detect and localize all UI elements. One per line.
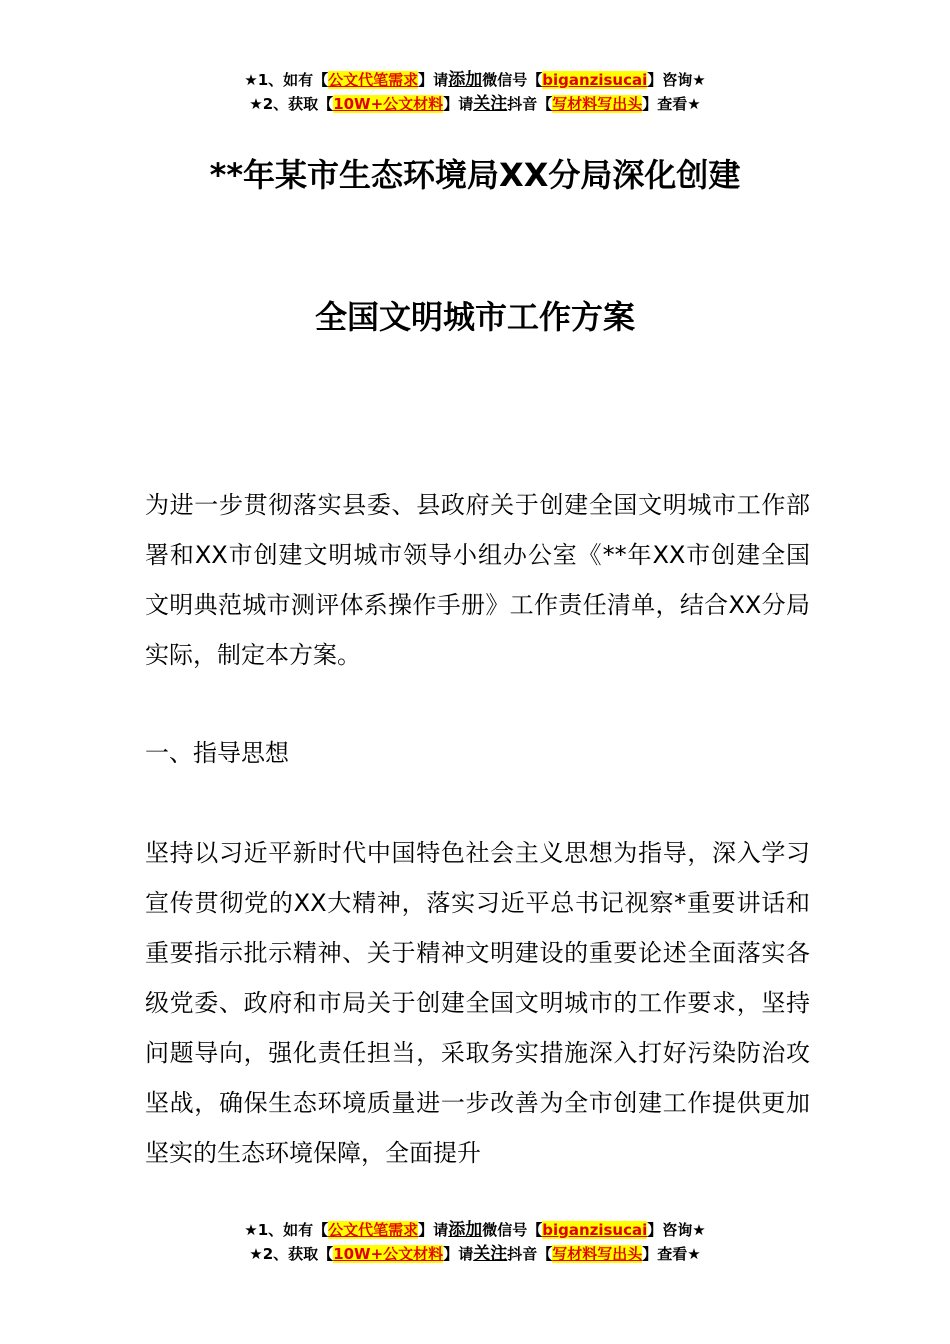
banner-text: 】请 (443, 95, 474, 113)
banner-text: 微信号【 (482, 1221, 543, 1239)
banner-highlight: 公文代笔需求 (328, 1221, 419, 1239)
title-line-1: **年某市生态环境局XX分局深化创建 (209, 156, 741, 194)
banner-highlight: biganzisucai (542, 1221, 648, 1239)
banner-text: ★1、如有【 (244, 1221, 329, 1239)
banner-text: 】请 (443, 1245, 474, 1263)
banner-highlight: 公文代笔需求 (328, 71, 419, 89)
banner-emphasis: 添加 (448, 1220, 483, 1240)
banner-line-2 (0, 92, 950, 116)
banner-highlight: 10W+公文材料 (333, 95, 444, 113)
section-paragraph: 坚持以习近平新时代中国特色社会主义思想为指导，深入学习宣传贯彻党的XX大精神，落实习近平总书记视察*重要讲话和重要指示批示精神、关于精神文明建设的重要论述全面落实各级党委、政府和市局关于创建全国文明城市的工作要求，坚持问题导向，强化责任担当，采取务实措施深入打好污染防治攻坚战，确保生态环境质量进一步改善为全市创建工作提供更加坚实的生态环境保障，全面提升 (145, 839, 810, 1167)
header-banner (0, 68, 950, 116)
banner-text: 】请 (418, 71, 449, 89)
banner-line-1 (0, 1218, 950, 1242)
banner-line-1 (0, 68, 950, 92)
banner-text: 微信号【 (482, 71, 543, 89)
banner-highlight: 写材料写出头 (552, 95, 643, 113)
banner-text: 】咨询★ (647, 1221, 706, 1239)
banner-text: 】查看★ (642, 95, 701, 113)
banner-highlight: 写材料写出头 (552, 1245, 643, 1263)
banner-text: ★2、获取【 (249, 95, 334, 113)
section-heading: 一、指导思想 (145, 739, 289, 767)
intro-paragraph: 为进一步贯彻落实县委、县政府关于创建全国文明城市工作部署和XX市创建文明城市领导小组办公室《**年XX市创建全国文明典范城市测评体系操作手册》工作责任清单，结合XX分局实际，制定本方案。 (145, 491, 810, 669)
banner-text: 】请 (418, 1221, 449, 1239)
title-line-2: 全国文明城市工作方案 (314, 298, 635, 336)
banner-emphasis: 添加 (448, 70, 483, 90)
banner-emphasis: 关注 (473, 94, 508, 114)
banner-text: 】咨询★ (647, 71, 706, 89)
banner-text: 抖音【 (507, 1245, 553, 1263)
banner-highlight: 10W+公文材料 (333, 1245, 444, 1263)
footer-banner (0, 1218, 950, 1266)
banner-text: ★1、如有【 (244, 71, 329, 89)
banner-emphasis: 关注 (473, 1244, 508, 1264)
banner-text: 】查看★ (642, 1245, 701, 1263)
banner-text: ★2、获取【 (249, 1245, 334, 1263)
banner-line-2 (0, 1242, 950, 1266)
banner-highlight: biganzisucai (542, 71, 648, 89)
banner-text: 抖音【 (507, 95, 553, 113)
